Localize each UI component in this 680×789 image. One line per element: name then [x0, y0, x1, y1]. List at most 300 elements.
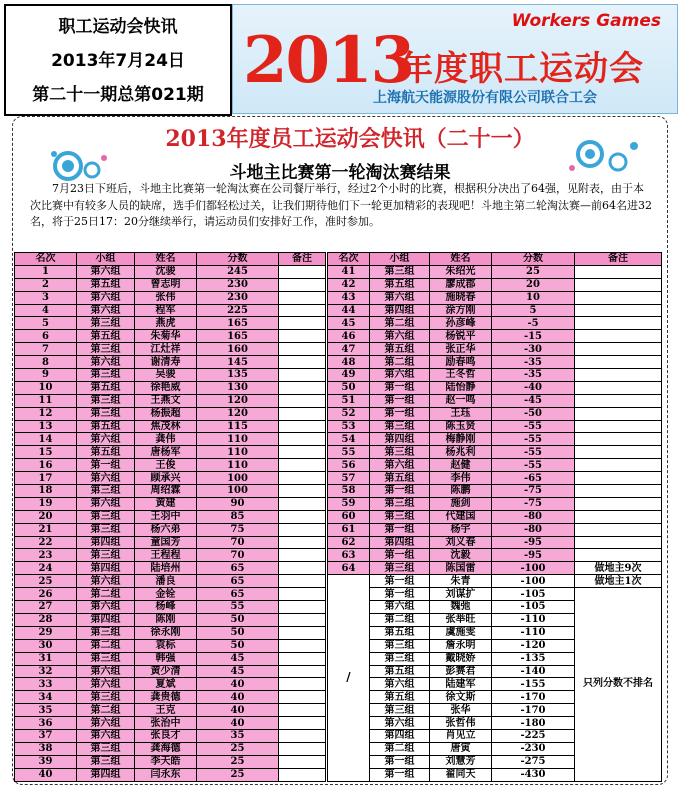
cell-rank: 5: [15, 317, 77, 330]
cell-group: 第三组: [77, 485, 135, 498]
table-row: [15, 407, 326, 420]
cell-group: 第三组: [370, 446, 430, 459]
table-row: [15, 742, 326, 755]
cell-note: [279, 330, 326, 343]
cell-score: 50: [197, 613, 279, 626]
article-paragraph: 7月23日下班后，斗地主比赛第一轮淘汰赛在公司餐厅举行，经过2个小时的比赛，根据积分决出了64强，见附表，由于本次比赛中有较多人员的缺席，选手们都轻松过关，让我们期待他们下一轮更加精彩的表现吧！斗地主第二轮淘汰赛—前64名进32名，将于25日17：20分继续举行，请运动员们安排好工作，准时参加。: [30, 182, 652, 228]
cell-rank: 14: [15, 433, 77, 446]
cell-group: 第三组: [77, 394, 135, 407]
cell-name: 李伟: [430, 472, 492, 485]
cell-name: 张良才: [135, 729, 197, 742]
cell-name: 周绍霖: [135, 485, 197, 498]
cell-note: [279, 472, 326, 485]
col-header-name: 姓名: [135, 253, 197, 266]
cell-rank: 6: [15, 330, 77, 343]
cell-name: 徐文斯: [430, 691, 492, 704]
cell-note: [279, 639, 326, 652]
table-row: [15, 510, 326, 523]
cell-note: 做地主9次: [575, 562, 662, 575]
cell-group: 第三组: [370, 510, 430, 523]
cell-group: 第五组: [370, 665, 430, 678]
cell-score: -100: [492, 575, 575, 588]
cell-group: 第三组: [77, 652, 135, 665]
cell-note: [279, 394, 326, 407]
cell-group: 第二组: [370, 742, 430, 755]
cell-rank: 39: [15, 755, 77, 768]
table-row: [15, 562, 326, 575]
cell-rank: 21: [15, 523, 77, 536]
cell-note: [279, 626, 326, 639]
cell-rank: 60: [328, 510, 370, 523]
cell-group: 第一组: [370, 755, 430, 768]
cell-note: [279, 420, 326, 433]
cell-name: 潘良: [135, 575, 197, 588]
cell-score: -110: [492, 626, 575, 639]
cell-note: [279, 343, 326, 356]
cell-name: 曾志明: [135, 278, 197, 291]
cell-rank: 11: [15, 394, 77, 407]
cell-name: 王冬哲: [430, 369, 492, 382]
table-row: [15, 497, 326, 510]
table-row: [15, 665, 326, 678]
unranked-slash: /: [328, 575, 370, 781]
cell-name: 陈国雷: [430, 562, 492, 575]
cell-name: 江灶祥: [135, 343, 197, 356]
cell-note: 做地主1次: [575, 575, 662, 588]
cell-rank: 58: [328, 485, 370, 498]
cell-group: 第五组: [77, 446, 135, 459]
results-table-right: [327, 252, 662, 782]
cell-name: 梅静刚: [430, 433, 492, 446]
cell-group: 第三组: [370, 704, 430, 717]
cell-name: 陆怡静: [430, 381, 492, 394]
cell-name: 李天皓: [135, 755, 197, 768]
cell-rank: 31: [15, 652, 77, 665]
cell-score: -55: [492, 433, 575, 446]
cell-note: [279, 369, 326, 382]
cell-rank: 54: [328, 433, 370, 446]
cell-name: 杨六弟: [135, 523, 197, 536]
table-row: [15, 472, 326, 485]
cell-group: 第一组: [370, 588, 430, 601]
cell-name: 王羽中: [135, 510, 197, 523]
cell-rank: 9: [15, 369, 77, 382]
cell-score: 40: [197, 691, 279, 704]
cell-note: [575, 356, 662, 369]
cell-name: 施晓春: [430, 291, 492, 304]
cell-name: 王燕文: [135, 394, 197, 407]
cell-group: 第五组: [370, 691, 430, 704]
cell-rank: 57: [328, 472, 370, 485]
cell-rank: 18: [15, 485, 77, 498]
masthead-issue: 第二十一期总第021期: [32, 85, 204, 105]
cell-score: 160: [197, 343, 279, 356]
cell-group: 第四组: [370, 304, 430, 317]
cell-score: -75: [492, 497, 575, 510]
cell-rank: 20: [15, 510, 77, 523]
cell-score: 100: [197, 485, 279, 498]
cell-name: 刘义春: [430, 536, 492, 549]
cell-score: 85: [197, 510, 279, 523]
unranked-note: 只列分数不排名: [575, 588, 662, 781]
page-title: 2013年度员工运动会快讯（二十一）: [165, 126, 535, 152]
cell-note: [279, 691, 326, 704]
cell-group: 第六组: [370, 291, 430, 304]
cell-rank: 47: [328, 343, 370, 356]
cell-group: 第六组: [77, 472, 135, 485]
cell-name: 王珏: [430, 407, 492, 420]
table-row: [15, 639, 326, 652]
cell-note: [575, 330, 662, 343]
cell-group: 第三组: [370, 265, 430, 278]
cell-group: 第三组: [77, 369, 135, 382]
cell-note: [279, 729, 326, 742]
cell-group: 第六组: [77, 575, 135, 588]
table-row: [15, 626, 326, 639]
table-row: [15, 768, 326, 781]
table-row: [328, 549, 662, 562]
cell-note: [279, 588, 326, 601]
cell-rank: 25: [15, 575, 77, 588]
cell-note: [575, 265, 662, 278]
cell-rank: 34: [15, 691, 77, 704]
cell-group: 第六组: [77, 304, 135, 317]
cell-score: 40: [197, 704, 279, 717]
cell-note: [279, 755, 326, 768]
cell-group: 第六组: [370, 678, 430, 691]
cell-note: [279, 678, 326, 691]
table-row: [328, 472, 662, 485]
cell-group: 第一组: [370, 485, 430, 498]
table-row: [15, 420, 326, 433]
table-row: [15, 729, 326, 742]
cell-name: 肖见立: [430, 729, 492, 742]
cell-rank: 41: [328, 265, 370, 278]
cell-name: 虞施雯: [430, 626, 492, 639]
table-row: [328, 433, 662, 446]
cell-group: 第二组: [370, 317, 430, 330]
cell-group: 第三组: [370, 652, 430, 665]
cell-name: 程军: [135, 304, 197, 317]
cell-score: 110: [197, 446, 279, 459]
cell-group: 第五组: [370, 472, 430, 485]
cell-name: 韩强: [135, 652, 197, 665]
table-row: [328, 562, 662, 575]
table-row: [15, 381, 326, 394]
cell-note: [575, 472, 662, 485]
col-header-score: 分数: [197, 253, 279, 266]
cell-rank: 22: [15, 536, 77, 549]
cell-score: 230: [197, 278, 279, 291]
cell-name: 张伟: [135, 291, 197, 304]
table-row: [15, 575, 326, 588]
cell-group: 第六组: [77, 291, 135, 304]
cell-group: 第六组: [370, 717, 430, 730]
article-subtitle: 斗地主比赛第一轮淘汰赛结果: [229, 163, 451, 183]
cell-group: 第三组: [77, 343, 135, 356]
cell-rank: 63: [328, 549, 370, 562]
cell-rank: 56: [328, 459, 370, 472]
cell-name: 陆建军: [430, 678, 492, 691]
cell-score: 130: [197, 381, 279, 394]
table-row: [328, 446, 662, 459]
cell-note: [575, 278, 662, 291]
cell-note: [575, 459, 662, 472]
table-row: [328, 420, 662, 433]
table-row: [328, 407, 662, 420]
cell-name: 龚贵德: [135, 691, 197, 704]
table-row: [328, 304, 662, 317]
cell-name: 龚伟: [135, 433, 197, 446]
cell-score: 20: [492, 278, 575, 291]
cell-score: 70: [197, 536, 279, 549]
cell-note: [279, 704, 326, 717]
cell-name: 张华: [430, 704, 492, 717]
cell-score: 25: [492, 265, 575, 278]
cell-rank: 15: [15, 446, 77, 459]
banner-organization: 上海航天能源股份有限公司联合工会: [373, 90, 597, 106]
table-row: [328, 330, 662, 343]
table-row: [15, 343, 326, 356]
table-row: [328, 536, 662, 549]
cell-group: 第一组: [370, 381, 430, 394]
col-header-note: 备注: [575, 253, 662, 266]
cell-score: 35: [197, 729, 279, 742]
cell-rank: 2: [15, 278, 77, 291]
cell-note: [279, 485, 326, 498]
table-row: [15, 356, 326, 369]
cell-group: 第六组: [77, 678, 135, 691]
table-row: [328, 369, 662, 382]
cell-note: [575, 433, 662, 446]
cell-rank: 64: [328, 562, 370, 575]
cell-name: 吴骏: [135, 369, 197, 382]
cell-note: [279, 613, 326, 626]
table-row: [15, 459, 326, 472]
cell-note: [279, 381, 326, 394]
cell-note: [279, 510, 326, 523]
cell-note: [279, 446, 326, 459]
cell-note: [279, 549, 326, 562]
table-row: [15, 613, 326, 626]
cell-rank: 38: [15, 742, 77, 755]
cell-note: [575, 485, 662, 498]
cell-score: -105: [492, 601, 575, 614]
cell-score: -80: [492, 510, 575, 523]
table-row: [328, 588, 662, 601]
table-row: [15, 304, 326, 317]
cell-name: 龚海德: [135, 742, 197, 755]
cell-note: [575, 291, 662, 304]
cell-group: 第三组: [370, 420, 430, 433]
cell-group: 第六组: [77, 497, 135, 510]
cell-rank: 42: [328, 278, 370, 291]
cell-name: 王俊: [135, 459, 197, 472]
cell-rank: 45: [328, 317, 370, 330]
cell-note: [575, 317, 662, 330]
cell-name: 施剑: [430, 497, 492, 510]
cell-rank: 44: [328, 304, 370, 317]
table-row: [15, 755, 326, 768]
cell-group: 第三组: [77, 742, 135, 755]
cell-group: 第三组: [77, 626, 135, 639]
cell-score: 90: [197, 497, 279, 510]
cell-group: 第三组: [77, 549, 135, 562]
cell-score: -225: [492, 729, 575, 742]
cell-score: -5: [492, 317, 575, 330]
cell-name: 杨峰: [135, 601, 197, 614]
cell-score: 65: [197, 562, 279, 575]
cell-score: -15: [492, 330, 575, 343]
table-row: [328, 291, 662, 304]
cell-score: 5: [492, 304, 575, 317]
cell-name: 顾承兴: [135, 472, 197, 485]
table-row: [328, 510, 662, 523]
cell-name: 金铨: [135, 588, 197, 601]
cell-rank: 48: [328, 356, 370, 369]
cell-group: 第三组: [77, 510, 135, 523]
cell-group: 第六组: [77, 433, 135, 446]
cell-group: 第六组: [77, 729, 135, 742]
table-row: [15, 394, 326, 407]
cell-name: 夏斌: [135, 678, 197, 691]
cell-group: 第一组: [370, 523, 430, 536]
table-row: [328, 317, 662, 330]
cell-note: [279, 497, 326, 510]
cell-rank: 61: [328, 523, 370, 536]
cell-name: 陆培州: [135, 562, 197, 575]
cell-group: 第四组: [370, 433, 430, 446]
table-row: [328, 265, 662, 278]
table-row: [15, 330, 326, 343]
cell-note: [279, 265, 326, 278]
cell-name: 廖成郡: [430, 278, 492, 291]
table-row: [15, 588, 326, 601]
cell-score: 110: [197, 459, 279, 472]
cell-group: 第六组: [370, 459, 430, 472]
cell-name: 黄少清: [135, 665, 197, 678]
cell-score: -135: [492, 652, 575, 665]
cell-group: 第一组: [370, 407, 430, 420]
cell-name: 赵一鸣: [430, 394, 492, 407]
cell-rank: 50: [328, 381, 370, 394]
cell-name: 张哲伟: [430, 717, 492, 730]
cell-rank: 3: [15, 291, 77, 304]
cell-name: 张正华: [430, 343, 492, 356]
cell-name: 杨锐平: [430, 330, 492, 343]
cell-score: 65: [197, 575, 279, 588]
cell-score: -180: [492, 717, 575, 730]
cell-group: 第五组: [77, 381, 135, 394]
table-row: [328, 343, 662, 356]
cell-score: -40: [492, 381, 575, 394]
col-header-name: 姓名: [430, 253, 492, 266]
cell-group: 第一组: [370, 575, 430, 588]
cell-score: 165: [197, 330, 279, 343]
cell-name: 沈骏: [135, 265, 197, 278]
cell-group: 第四组: [77, 536, 135, 549]
table-row: [328, 356, 662, 369]
cell-rank: 8: [15, 356, 77, 369]
cell-name: 杨宇: [430, 523, 492, 536]
cell-name: 赵健: [430, 459, 492, 472]
cell-name: 徐艳威: [135, 381, 197, 394]
cell-score: 165: [197, 317, 279, 330]
cell-group: 第五组: [77, 420, 135, 433]
cell-rank: 7: [15, 343, 77, 356]
cell-rank: 29: [15, 626, 77, 639]
cell-note: [279, 536, 326, 549]
cell-note: [575, 549, 662, 562]
col-header-rank: 名次: [328, 253, 370, 266]
cell-note: [575, 304, 662, 317]
cell-score: 100: [197, 472, 279, 485]
cell-score: -110: [492, 613, 575, 626]
cell-note: [279, 304, 326, 317]
cell-rank: 37: [15, 729, 77, 742]
cell-rank: 1: [15, 265, 77, 278]
masthead-banner: [232, 4, 678, 114]
cell-name: 杨振超: [135, 407, 197, 420]
cell-name: 张治中: [135, 717, 197, 730]
cell-score: 40: [197, 678, 279, 691]
cell-group: 第三组: [77, 523, 135, 536]
cell-name: 唐杨军: [135, 446, 197, 459]
cell-note: [279, 742, 326, 755]
col-header-group: 小组: [77, 253, 135, 266]
cell-group: 第六组: [77, 717, 135, 730]
cell-rank: 33: [15, 678, 77, 691]
cell-note: [279, 278, 326, 291]
cell-name: 陈鹏: [430, 485, 492, 498]
cell-rank: 53: [328, 420, 370, 433]
table-row: [15, 652, 326, 665]
cell-note: [575, 381, 662, 394]
cell-score: -35: [492, 369, 575, 382]
cell-rank: 27: [15, 601, 77, 614]
cell-score: 70: [197, 549, 279, 562]
cell-group: 第四组: [370, 536, 430, 549]
cell-note: [279, 575, 326, 588]
cell-rank: 52: [328, 407, 370, 420]
cell-score: 230: [197, 291, 279, 304]
cell-note: [575, 446, 662, 459]
cell-score: 45: [197, 652, 279, 665]
col-header-group: 小组: [370, 253, 430, 266]
cell-name: 励春鸣: [430, 356, 492, 369]
cell-group: 第六组: [370, 369, 430, 382]
banner-title: 年度职工运动会: [399, 49, 644, 89]
cell-note: [279, 562, 326, 575]
cell-note: [575, 343, 662, 356]
cell-rank: 46: [328, 330, 370, 343]
masthead-date: 2013年7月24日: [51, 51, 185, 71]
cell-score: 135: [197, 369, 279, 382]
table-row: [328, 485, 662, 498]
cell-score: -155: [492, 678, 575, 691]
cell-rank: 32: [15, 665, 77, 678]
cell-group: 第六组: [370, 601, 430, 614]
cell-note: [575, 369, 662, 382]
cell-note: [575, 394, 662, 407]
cell-score: 120: [197, 407, 279, 420]
cell-note: [279, 317, 326, 330]
cell-score: 40: [197, 717, 279, 730]
cell-name: 张举旺: [430, 613, 492, 626]
cell-score: 55: [197, 601, 279, 614]
cell-group: 第四组: [77, 613, 135, 626]
table-row: [15, 265, 326, 278]
